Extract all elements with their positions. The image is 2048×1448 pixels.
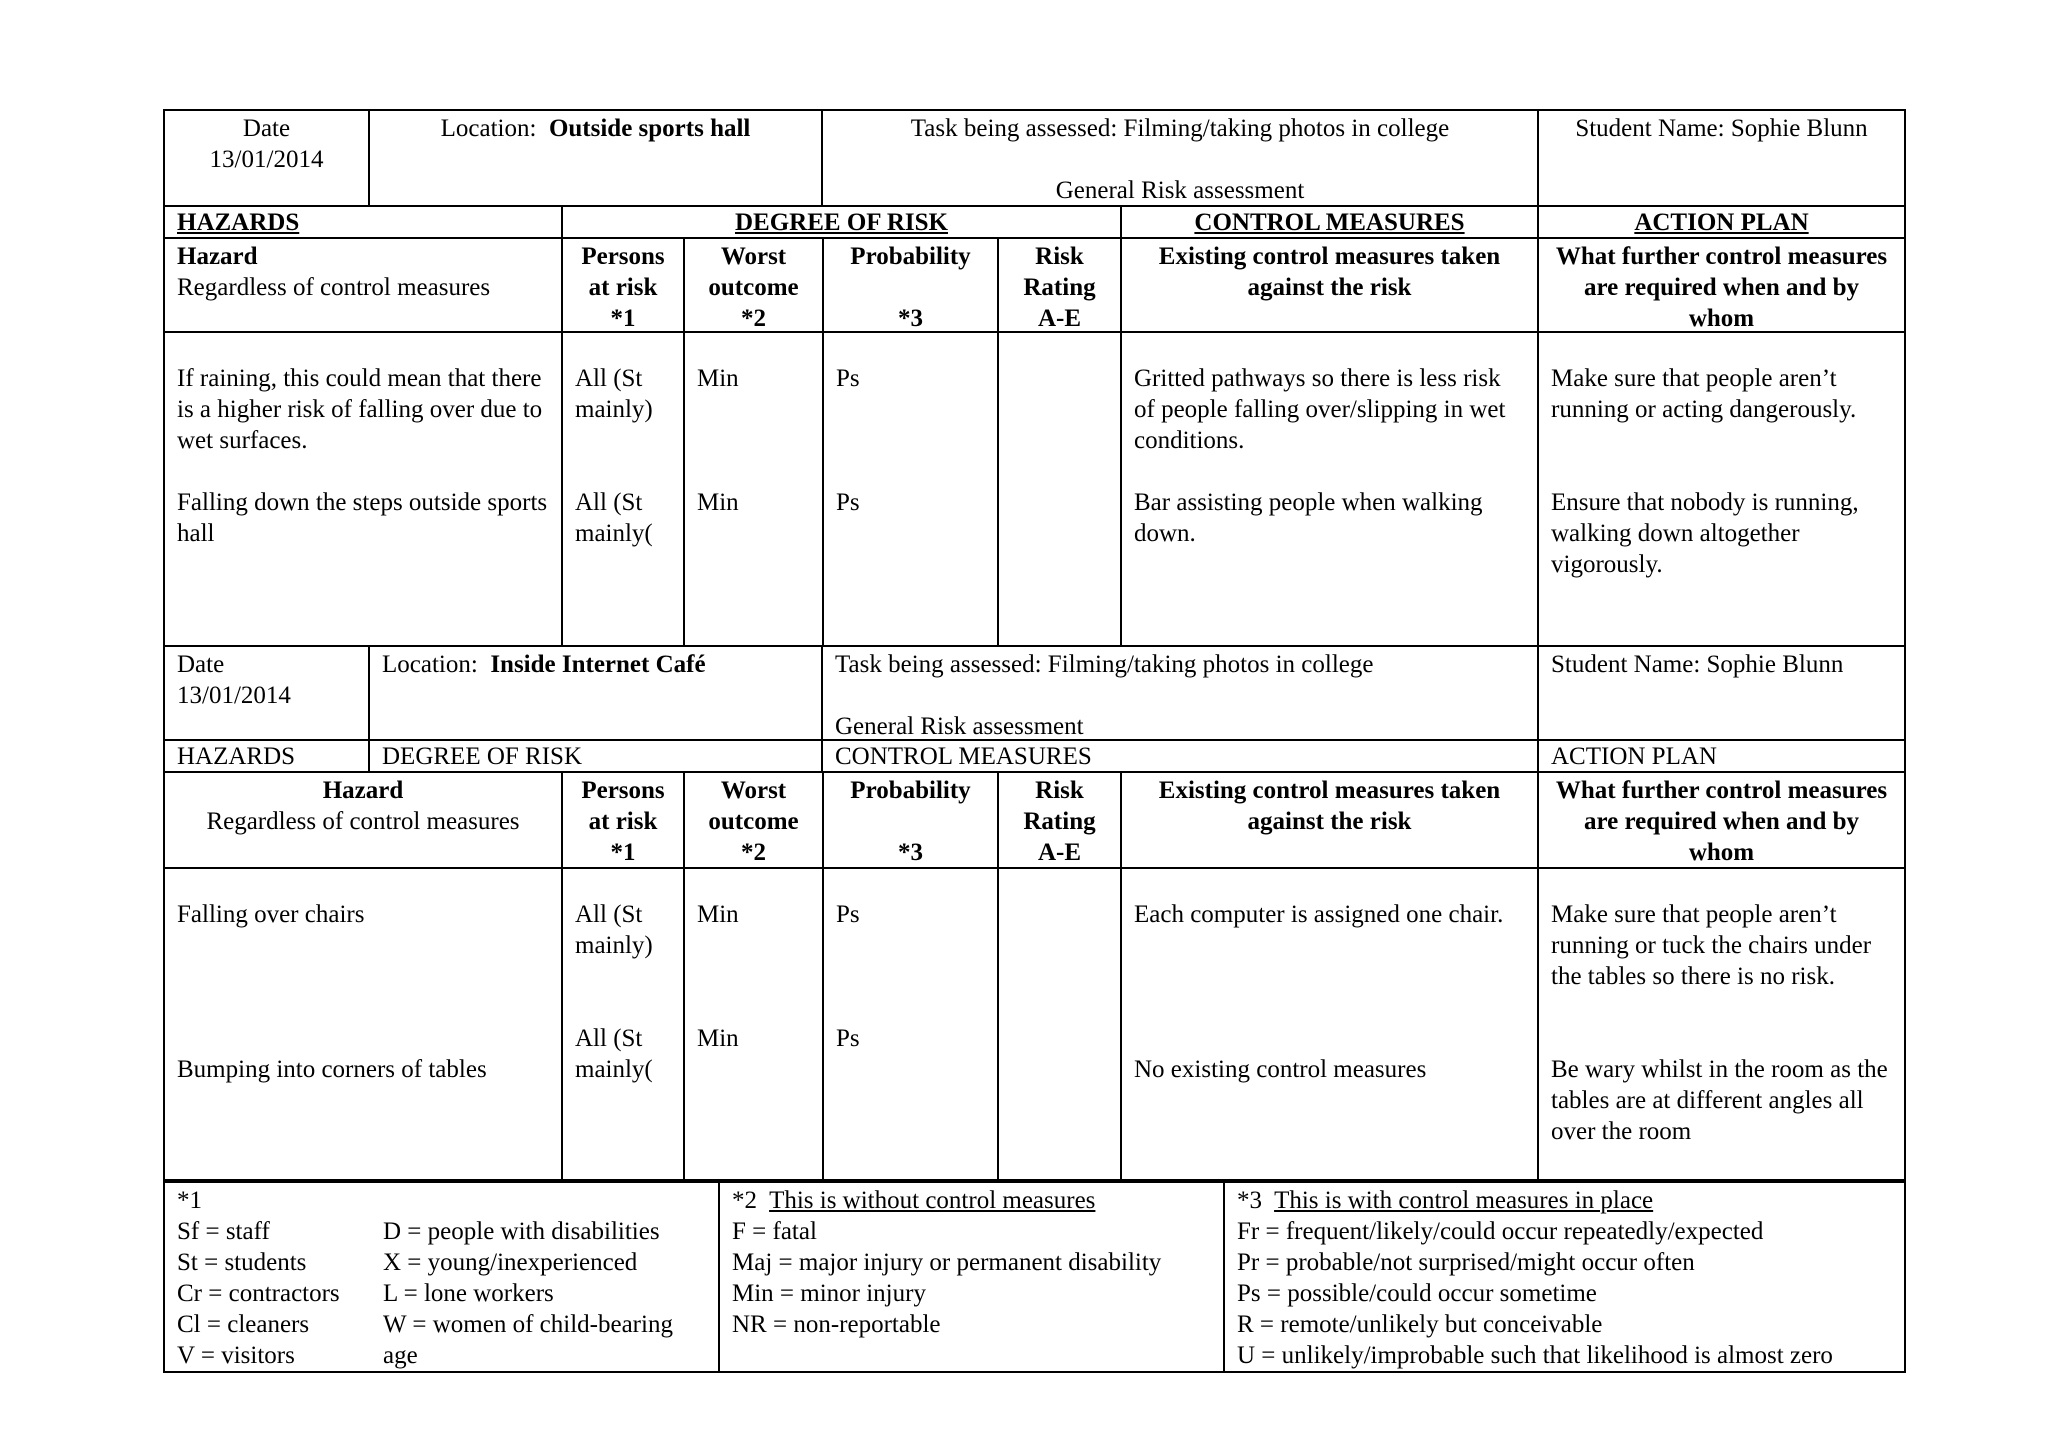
- hazard-col: [165, 869, 563, 1179]
- table-row-existing: Gritted pathways so there is less risk of people falling over/slipping in wet conditions.: [1134, 365, 1506, 454]
- legend-item: U = unlikely/improbable such that likelihood is almost zero: [1237, 1342, 1833, 1369]
- legend-item: NR = non-reportable: [732, 1311, 941, 1338]
- assessment-type: General Risk assessment: [1055, 177, 1305, 204]
- table-row-rating: [1011, 363, 1108, 487]
- legend-item: Sf = staff: [177, 1218, 270, 1245]
- table-row-hazard: Bumping into corners of tables: [177, 1056, 487, 1083]
- col-further-controls: What further control measures are required when and by whom: [1555, 777, 1888, 866]
- col-persons-at-risk: Persons at risk *1: [563, 773, 685, 867]
- legend-item: Min = minor injury: [732, 1280, 926, 1307]
- risk-assessment-document: [163, 109, 1906, 1373]
- col-risk-rating: Risk Rating A-E: [999, 239, 1122, 331]
- legend-item: L = lone workers: [383, 1280, 554, 1307]
- existing-col: [1122, 869, 1539, 1179]
- hazard-body: [165, 869, 1904, 1181]
- table-row-persons: All (St mainly): [575, 901, 653, 959]
- assessment-type: General Risk assessment: [835, 713, 1084, 740]
- date-label: Date: [242, 115, 291, 142]
- hazard-body: [165, 333, 1904, 647]
- table-row-worst: Min: [697, 489, 739, 516]
- legend-outcome-title-text: This is without control measures: [769, 1187, 1096, 1214]
- table-row-probability: Ps: [836, 901, 860, 928]
- table-row-further: Make sure that people aren’t running or tuck the chairs under the tables so there is no risk.: [1551, 901, 1872, 990]
- group-headers: [165, 741, 1904, 773]
- assessment-section-2: [163, 647, 1906, 1181]
- assessment-section-1: [163, 109, 1906, 647]
- legend-probability-marker: *3: [1237, 1187, 1262, 1214]
- further-col: [1539, 333, 1904, 645]
- group-control-measures: CONTROL MEASURES: [1122, 207, 1539, 237]
- table-row-further: Be wary whilst in the room as the tables are at different angles all over the room: [1551, 1056, 1888, 1145]
- legend-persons-title: *1: [177, 1187, 202, 1214]
- date-value: 13/01/2014: [177, 682, 291, 709]
- task-cell: [823, 647, 1539, 739]
- task-text: Task being assessed: Filming/taking photos in college: [910, 115, 1450, 142]
- table-row-worst: Min: [697, 365, 739, 392]
- table-row-existing: Each computer is assigned one chair.: [1134, 901, 1504, 928]
- student-name: Student Name: Sophie Blunn: [1551, 651, 1844, 678]
- legend-pair: [177, 1247, 706, 1278]
- task-text: Task being assessed: Filming/taking photos in college: [835, 651, 1374, 678]
- table-row-worst: Min: [697, 1025, 739, 1052]
- worst-col: [685, 869, 824, 1179]
- legend-pair: [177, 1340, 706, 1371]
- group-hazards: HAZARDS: [165, 207, 563, 237]
- table-row-further: Make sure that people aren’t running or acting dangerously.: [1551, 365, 1857, 423]
- worst-col: [685, 333, 824, 645]
- existing-col: [1122, 333, 1539, 645]
- legend-item: Maj = major injury or permanent disability: [732, 1249, 1162, 1276]
- legend-probability-title-text: This is with control measures in place: [1274, 1187, 1654, 1214]
- persons-col: [563, 333, 685, 645]
- student-name: Student Name: Sophie Blunn: [1575, 115, 1868, 142]
- legend-item: Cl = cleaners: [177, 1311, 310, 1338]
- col-worst-outcome: Worst outcome *2: [685, 773, 824, 867]
- location-value: Inside Internet Café: [490, 651, 706, 678]
- probability-col: [824, 869, 999, 1179]
- col-probability: Probability *3: [824, 239, 999, 331]
- legend-pair: [177, 1309, 706, 1340]
- legend-pair: [177, 1278, 706, 1309]
- table-row-probability: Ps: [836, 365, 860, 392]
- legend-persons: [165, 1183, 720, 1371]
- table-row-hazard: Falling down the steps outside sports hall: [177, 489, 548, 547]
- group-control-measures: CONTROL MEASURES: [823, 741, 1539, 771]
- table-row-existing: No existing control measures: [1134, 1056, 1427, 1083]
- location-label: Location:: [382, 651, 478, 678]
- location-value: Outside sports hall: [548, 115, 751, 142]
- col-hazard: [165, 239, 563, 331]
- table-row-hazard: Falling over chairs: [177, 901, 365, 928]
- column-headers: [165, 239, 1904, 333]
- table-row-persons: All (St mainly): [575, 365, 653, 423]
- col-persons-at-risk: Persons at risk *1: [563, 239, 685, 331]
- legend-item: age: [383, 1342, 418, 1369]
- col-hazard-title: Hazard: [177, 243, 258, 270]
- legend-item: Fr = frequent/likely/could occur repeatedly/expected: [1237, 1218, 1764, 1245]
- table-row-existing: Bar assisting people when walking down.: [1134, 489, 1483, 547]
- col-existing-controls: Existing control measures taken against the risk: [1122, 239, 1539, 331]
- date-label: Date: [177, 651, 225, 678]
- table-row-probability: Ps: [836, 1025, 860, 1052]
- location-label: Location:: [440, 115, 537, 142]
- group-degree-of-risk: DEGREE OF RISK: [370, 741, 823, 771]
- location-cell: [370, 647, 823, 739]
- section-header: [165, 111, 1904, 207]
- legend-outcome-title: [732, 1185, 1211, 1216]
- table-row-further: Ensure that nobody is running, walking down altogether vigorously.: [1551, 489, 1859, 578]
- col-hazard-sub: Regardless of control measures: [177, 274, 491, 301]
- legend-outcome-marker: *2: [732, 1187, 757, 1214]
- col-hazard: [165, 773, 563, 867]
- legend-outcome: [720, 1183, 1225, 1371]
- legend-pair: [177, 1216, 706, 1247]
- section-header: [165, 647, 1904, 741]
- legend-item: R = remote/unlikely but conceivable: [1237, 1311, 1603, 1338]
- legend-item: X = young/inexperienced: [383, 1249, 638, 1276]
- persons-col: [563, 869, 685, 1179]
- legend-item: F = fatal: [732, 1218, 817, 1245]
- group-hazards: HAZARDS: [165, 741, 370, 771]
- group-headers: [165, 207, 1904, 239]
- probability-col: [824, 333, 999, 645]
- col-worst-outcome: Worst outcome *2: [685, 239, 824, 331]
- date-cell: [165, 111, 370, 205]
- legend-probability: [1225, 1183, 1904, 1371]
- col-existing-controls: Existing control measures taken against the risk: [1122, 773, 1539, 867]
- column-headers: [165, 773, 1904, 869]
- legend-item: V = visitors: [177, 1342, 295, 1369]
- legend-probability-title: [1237, 1185, 1892, 1216]
- rating-col: [999, 869, 1122, 1179]
- table-row-probability: Ps: [836, 489, 860, 516]
- col-further-controls: What further control measures are required when and by whom: [1555, 243, 1888, 332]
- col-hazard-sub: Regardless of control measures: [206, 808, 520, 835]
- location-cell: [370, 111, 823, 205]
- rating-col: [999, 333, 1122, 645]
- date-value: 13/01/2014: [209, 146, 324, 173]
- table-row-worst: Min: [697, 901, 739, 928]
- table-row-hazard: If raining, this could mean that there is a higher risk of falling over due to wet surfaces.: [177, 365, 543, 454]
- legend-item: W = women of child-bearing: [383, 1311, 673, 1338]
- legend-item: Pr = probable/not surprised/might occur often: [1237, 1249, 1695, 1276]
- legend-item: Ps = possible/could occur sometime: [1237, 1280, 1597, 1307]
- legend-item: D = people with disabilities: [383, 1218, 660, 1245]
- task-cell: [823, 111, 1539, 205]
- table-row-persons: All (St mainly(: [575, 1025, 653, 1083]
- table-row-persons: All (St mainly(: [575, 489, 653, 547]
- group-action-plan: ACTION PLAN: [1551, 743, 1717, 770]
- table-row-rating: [1011, 899, 1108, 1023]
- col-risk-rating: Risk Rating A-E: [999, 773, 1122, 867]
- legend-item: St = students: [177, 1249, 307, 1276]
- legend: [163, 1181, 1906, 1373]
- date-cell: [165, 647, 370, 739]
- group-action-plan: ACTION PLAN: [1634, 209, 1809, 236]
- legend-item: Cr = contractors: [177, 1280, 340, 1307]
- further-col: [1539, 869, 1904, 1179]
- col-hazard-title: Hazard: [322, 777, 404, 804]
- col-probability: Probability *3: [824, 773, 999, 867]
- group-degree-of-risk: DEGREE OF RISK: [563, 207, 1122, 237]
- hazard-col: [165, 333, 563, 645]
